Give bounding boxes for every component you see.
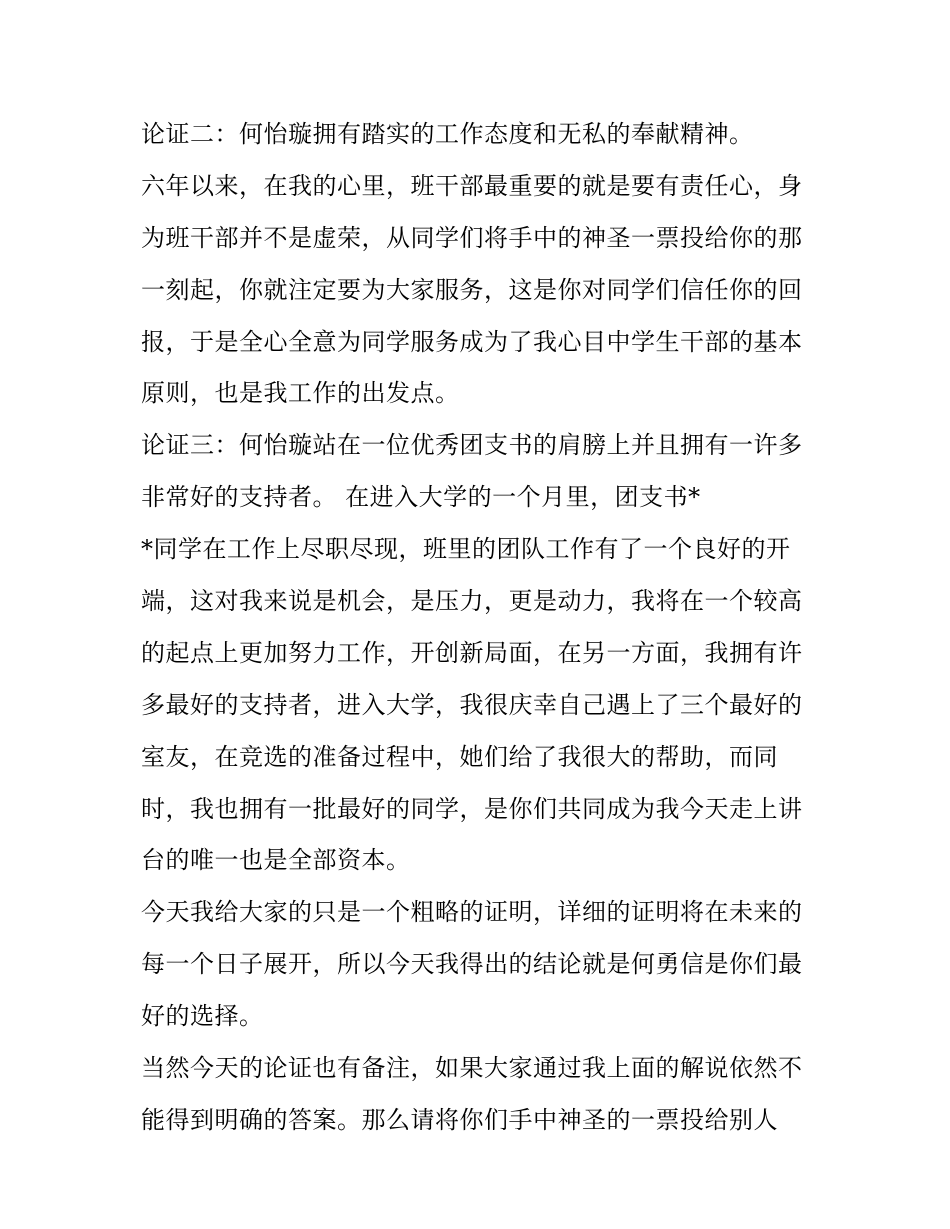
document-text-body [141, 109, 821, 1147]
text-line: 多最好的支持者，进入大学，我很庆幸自己遇上了三个最好的 [141, 690, 803, 719]
text-line: 论证三：何怡璇站在一位优秀团支书的肩膀上并且拥有一许多 [141, 431, 803, 460]
text-line: 室友，在竞选的准备过程中，她们给了我很大的帮助，而同 [141, 742, 778, 771]
text-line: 六年以来，在我的心里，班干部最重要的就是要有责任心，身 [141, 171, 803, 200]
text-line: 每一个日子展开，所以今天我得出的结论就是何勇信是你们最 [141, 950, 803, 979]
text-line: 今天我给大家的只是一个粗略的证明，详细的证明将在未来的 [141, 898, 803, 927]
text-line: 原则，也是我工作的出发点。 [141, 379, 460, 408]
text-line: 端，这对我来说是机会，是压力，更是动力，我将在一个较高 [141, 587, 803, 616]
text-line: 一刻起，你就注定要为大家服务，这是你对同学们信任你的回 [141, 275, 803, 304]
text-line: 能得到明确的答案。那么请将你们手中神圣的一票投给别人 [141, 1105, 778, 1134]
text-line: 报，于是全心全意为同学服务成为了我心目中学生干部的基本 [141, 327, 803, 356]
text-line: 台的唯一也是全部资本。 [141, 846, 411, 875]
text-line: 的起点上更加努力工作，开创新局面，在另一方面，我拥有许 [141, 638, 803, 667]
text-line: 论证二：何怡璇拥有踏实的工作态度和无私的奉献精神。 [141, 120, 754, 148]
text-line: 非常好的支持者。 在进入大学的一个月里，团支书* [141, 483, 701, 512]
text-line: 好的选择。 [141, 1002, 264, 1031]
text-line: 为班干部并不是虚荣，从同学们将手中的神圣一票投给你的那 [141, 223, 803, 252]
text-line: 当然今天的论证也有备注，如果大家通过我上面的解说依然不 [141, 1054, 803, 1083]
text-line: *同学在工作上尽职尽现，班里的团队工作有了一个良好的开 [141, 535, 791, 564]
text-line: 时，我也拥有一批最好的同学，是你们共同成为我今天走上讲 [141, 794, 803, 823]
